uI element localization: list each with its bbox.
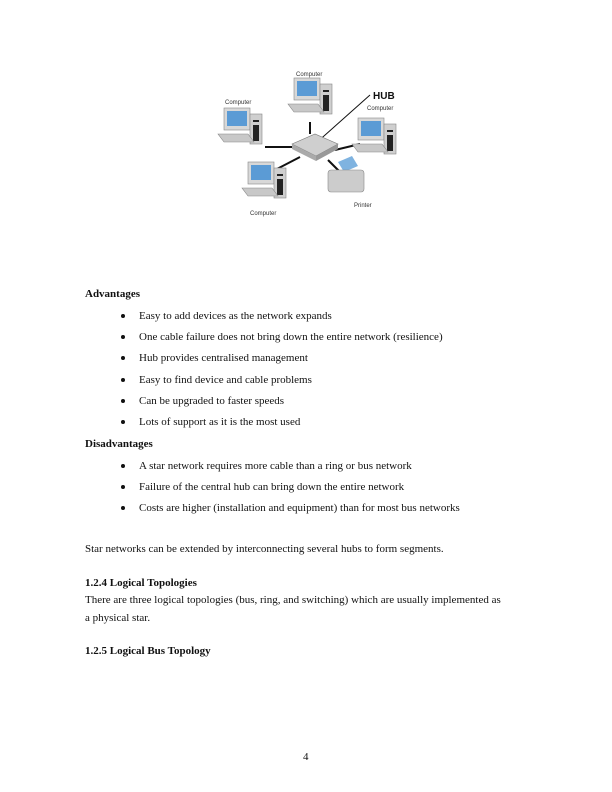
section-1-2-5-heading: 1.2.5 Logical Bus Topology	[85, 645, 211, 657]
list-item: Easy to add devices as the network expands	[118, 309, 443, 330]
list-item: Hub provides centralised management	[118, 351, 443, 372]
page-number: 4	[303, 751, 309, 763]
list-item: Failure of the central hub can bring down the entire network	[118, 480, 460, 501]
label-printer: Printer	[354, 203, 372, 209]
label-hub: HUB	[373, 91, 395, 102]
list-item: Easy to find device and cable problems	[118, 373, 443, 394]
computer-icon	[288, 78, 332, 114]
disadvantages-heading: Disadvantages	[85, 438, 153, 450]
list-item: Costs are higher (installation and equipment) than for most bus networks	[118, 501, 460, 522]
label-computer-right: Computer	[367, 106, 394, 112]
list-item: Lots of support as it is the most used	[118, 415, 443, 436]
list-item: Can be upgraded to faster speeds	[118, 394, 443, 415]
disadvantages-list	[118, 459, 460, 523]
star-extension-paragraph: Star networks can be extended by interconnecting several hubs to form segments.	[85, 543, 444, 555]
list-item: One cable failure does not bring down the entire network (resilience)	[118, 330, 443, 351]
label-computer-top: Computer	[296, 72, 323, 78]
section-1-2-4-line1: There are three logical topologies (bus, ring, and switching) which are usually implemented as	[85, 594, 501, 606]
advantages-list	[118, 309, 443, 436]
label-computer-left: Computer	[225, 100, 252, 106]
advantages-heading: Advantages	[85, 288, 141, 300]
printer-icon	[328, 156, 364, 192]
section-1-2-4-heading: 1.2.4 Logical Topologies	[85, 577, 197, 589]
list-item: A star network requires more cable than a ring or bus network	[118, 459, 460, 480]
label-computer-bottom: Computer	[250, 211, 277, 217]
star-network-diagram	[210, 62, 420, 232]
computer-icon	[218, 108, 262, 144]
computer-icon	[352, 118, 396, 154]
section-1-2-4-line2: a physical star.	[85, 612, 151, 624]
